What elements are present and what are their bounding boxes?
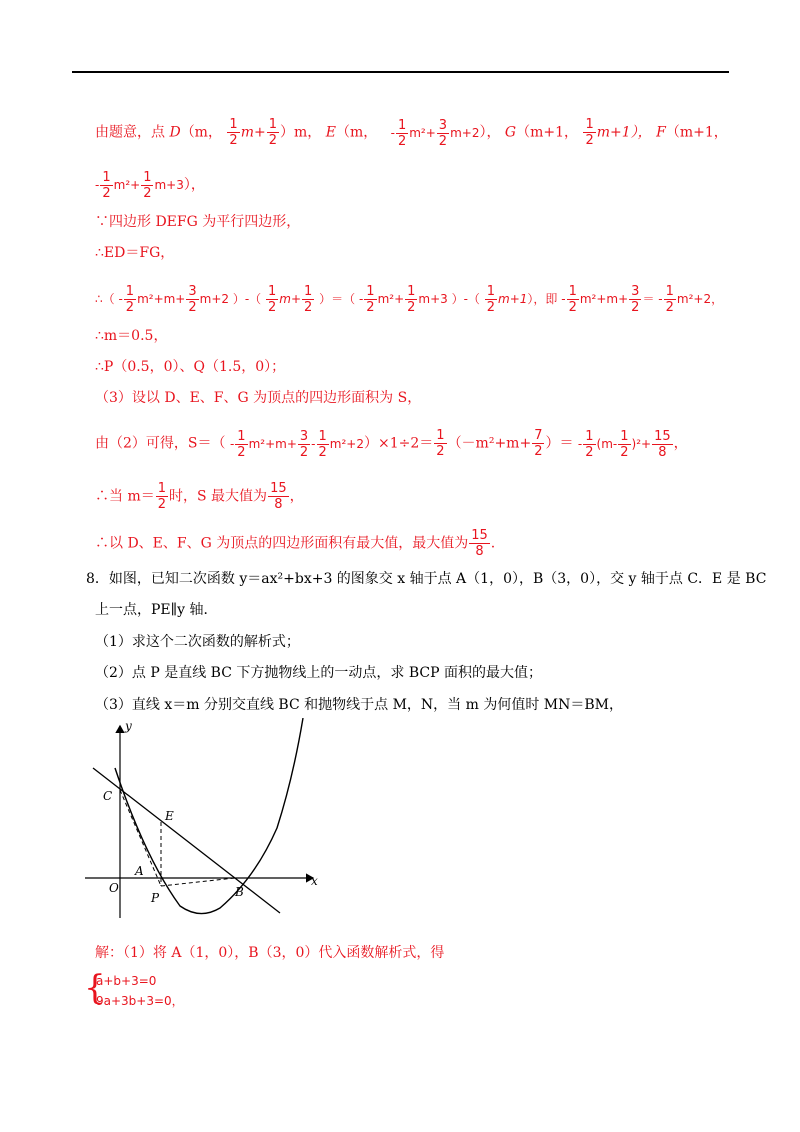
line-bc bbox=[93, 768, 280, 913]
question-8-part-2: （2）点 P 是直线 BC 下方抛物线上的一动点，求 BCP 面积的最大值； bbox=[95, 665, 542, 681]
header-rule bbox=[72, 71, 729, 73]
expression: - $\frac{1}{2}$ m²+ $\frac{3}{2}$ m+2 bbox=[390, 117, 480, 149]
solution-line-5: ∴（ - $\frac{1}{2}$ m²+m+ $\frac{3}{2}$ m+2 ）-（ $\frac{1}{2}$ m+ $\frac{1}{2}$ ）＝（ - $\frac{1}{2}$ m²+ $\frac{1}{2}$ m+3 ）-（ $\frac{1}{2}$ m+1），即 - $\frac{1}{2}$ m²+m+ $\frac{3}{2}$ ＝ - $\frac{1}{2}$ m²+2， bbox=[95, 284, 724, 315]
text: （m， bbox=[180, 124, 222, 141]
label-b: B bbox=[235, 885, 244, 899]
point-label: D bbox=[169, 124, 181, 141]
numerator: 1 bbox=[268, 117, 277, 132]
denominator: 2 bbox=[534, 444, 543, 459]
answer-intro: 解：（1）将 A（1，0），B（3，0）代入函数解析式，得 bbox=[95, 945, 445, 961]
solution-line-1 bbox=[95, 117, 728, 149]
text: ∴以 D、E、F、G 为顶点的四边形面积有最大值，最大值为 bbox=[95, 535, 469, 552]
text: m²+ bbox=[409, 125, 436, 140]
fraction bbox=[583, 117, 595, 148]
denominator: 2 bbox=[188, 300, 197, 315]
solution-line-6: ∴m＝0.5， bbox=[95, 328, 168, 344]
numerator: 1 bbox=[143, 170, 152, 185]
solution-line-11: ∴以 D、E、F、G 为顶点的四边形面积有最大值，最大值为 $\frac{15}{8}$ . bbox=[95, 528, 496, 559]
text: ∴当 m＝ bbox=[95, 488, 155, 505]
point-label: G bbox=[504, 124, 517, 141]
denominator: 2 bbox=[102, 186, 111, 201]
numerator: 1 bbox=[102, 170, 111, 185]
label-c: C bbox=[103, 789, 113, 803]
label-y: y bbox=[125, 719, 132, 733]
equation-2: 9a+3b+3=0， bbox=[96, 994, 184, 1008]
text: （m+1， bbox=[665, 124, 728, 141]
numerator: 15 bbox=[654, 428, 671, 444]
text: )²+ bbox=[631, 436, 652, 451]
question-8-line-2: 上一点，PE∥y 轴． bbox=[95, 602, 218, 618]
text: （m+1， bbox=[516, 124, 579, 141]
numerator: 1 bbox=[229, 117, 238, 132]
text: 时，S 最大值为 bbox=[169, 488, 268, 505]
solution-line-3: ∵四边形 DEFG 为平行四边形， bbox=[95, 214, 301, 230]
text: m+2 bbox=[450, 125, 480, 140]
label-o: O bbox=[109, 881, 119, 895]
dashed-pb bbox=[161, 878, 235, 886]
question-8-line-1 bbox=[86, 569, 766, 589]
denominator: 2 bbox=[397, 133, 407, 149]
label-e: E bbox=[165, 809, 174, 823]
text: （－m²+m+ bbox=[447, 435, 532, 452]
solution-line-9: 由（2）可得，S＝（ - $\frac{1}{2}$ m²+m+ $\frac{3}{2}$ - $\frac{1}{2}$ m²+2）×1÷2＝ $\frac{1}{2}$ （－m²+m+ $\frac{7}{2}$ ）＝ - $\frac{1}{2}$ (m- $\frac{1}{2}$ )²+ $\frac{15}{8}$ ， bbox=[95, 428, 688, 460]
expression: - $\frac{1}{2}$ m²+ $\frac{1}{2}$ m+3 bbox=[95, 170, 184, 201]
denominator: 2 bbox=[229, 133, 238, 148]
denominator: 2 bbox=[585, 133, 594, 148]
numerator: 1 bbox=[125, 284, 135, 299]
text: m²+ bbox=[113, 178, 141, 192]
denominator: 2 bbox=[268, 133, 277, 148]
text: m+3 bbox=[154, 178, 184, 192]
denominator: 2 bbox=[125, 300, 135, 315]
text: (m- bbox=[596, 436, 618, 451]
text: ）＝ bbox=[545, 435, 574, 452]
question-number: 8． bbox=[86, 571, 109, 587]
text: （m， bbox=[335, 124, 378, 141]
label-p: P bbox=[151, 891, 160, 905]
text: m+1）， bbox=[596, 124, 652, 141]
denominator: 2 bbox=[143, 186, 152, 201]
point-label: F bbox=[656, 124, 666, 141]
brace: { bbox=[84, 968, 106, 1008]
question-text: 如图，已知二次函数 y＝ax²+bx+3 的图象交 x 轴于点 A（1，0），B（3，0），交 y 轴于点 C．E 是 BC bbox=[108, 571, 767, 587]
text: ）， bbox=[183, 177, 205, 193]
numerator: 3 bbox=[438, 117, 448, 133]
text: 由（2）可得，S＝（ bbox=[95, 435, 226, 452]
numerator: 1 bbox=[397, 117, 407, 133]
question-8-part-3: （3）直线 x＝m 分别交直线 BC 和抛物线于点 M，N，当 m 为何值时 MN＝BM， bbox=[95, 697, 624, 713]
solution-line-7: ∴P（0.5，0）、Q（1.5，0）； bbox=[95, 359, 286, 375]
label-x: x bbox=[311, 874, 318, 888]
parabola-curve bbox=[115, 718, 303, 914]
text: 由题意，点 bbox=[95, 124, 165, 141]
numerator: 3 bbox=[188, 284, 197, 299]
question-8-part-1: （1）求这个二次函数的解析式； bbox=[95, 634, 300, 650]
fraction bbox=[227, 117, 239, 148]
numerator: 7 bbox=[534, 428, 543, 443]
denominator: 2 bbox=[438, 133, 448, 149]
text: ）×1÷2＝ bbox=[364, 435, 434, 452]
solution-line-2 bbox=[95, 170, 205, 201]
solution-line-10: ∴当 m＝ $\frac{1}{2}$ 时，S 最大值为 $\frac{15}{8}$ ， bbox=[95, 481, 304, 512]
text: ）， bbox=[479, 124, 501, 141]
numerator: 1 bbox=[585, 117, 594, 132]
parabola-figure bbox=[85, 718, 325, 923]
text: m+ bbox=[240, 124, 266, 141]
fraction bbox=[267, 117, 279, 148]
denominator: 8 bbox=[658, 444, 667, 460]
text: ）m， bbox=[280, 124, 322, 141]
point-label: E bbox=[325, 124, 336, 141]
solution-line-4: ∴ED＝FG， bbox=[95, 245, 175, 261]
solution-line-8: （3）设以 D、E、F、G 为顶点的四边形面积为 S， bbox=[95, 390, 422, 406]
equation-1: a+b+3=0 bbox=[96, 974, 157, 988]
label-a: A bbox=[135, 864, 144, 878]
